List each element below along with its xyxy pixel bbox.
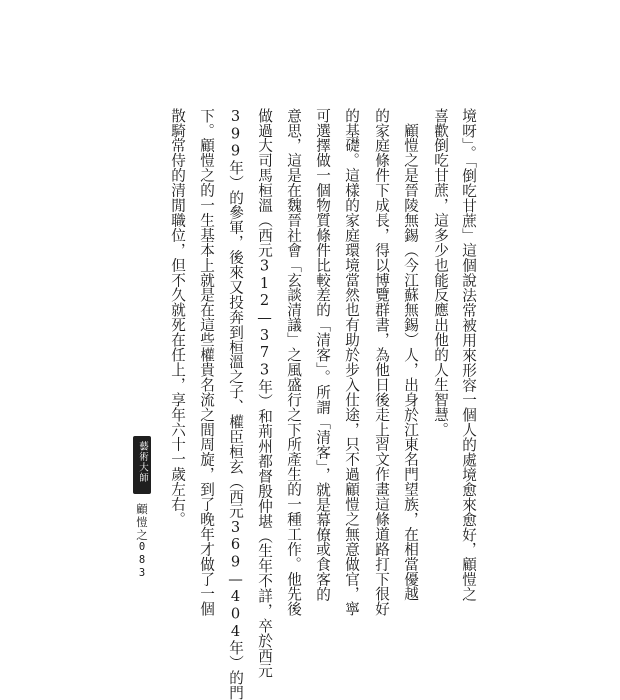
series-badge-label: 藝術大師 [137, 441, 148, 483]
text-column: 喜歡倒吃甘蔗，這多少也能反應出他的人生智慧。 [432, 108, 449, 437]
text-column: 顧愷之是晉陵無錫（今江蘇無錫）人，出身於江東名門望族，在相當優越 [402, 108, 419, 602]
text-column: 境呀」。「倒吃甘蔗」這個說法常被用來形容一個人的處境愈來愈好，顧愷之 [460, 108, 477, 602]
page-number: 083 [136, 541, 148, 580]
series-badge [133, 436, 151, 494]
text-column: 的基礎。這樣的家庭環境當然也有助於步入仕途，只不過顧愷之無意做官，寧 [343, 108, 360, 617]
text-column: 的家庭條件下成長，得以博覽群書，為他日後走上習文作畫這條道路打下很好 [373, 108, 390, 617]
text-column: 意思，這是在魏晉社會「玄談清議」之風盛行之下所產生的一種工作。他先後 [285, 108, 302, 617]
text-column: 散騎常侍的清閒職位，但不久就死在任上，享年六十一歲左右。 [169, 108, 186, 527]
text-column: 做過大司馬桓溫（西元312—373年）和荊州都督殷仲堪（生年不詳，卒於西元 [256, 108, 273, 678]
text-column: 下。顧愷之的一生基本上就是在這些權貴名流之間周旋，到了晚年才做了一個 [198, 108, 215, 617]
text-column: 399年）的參軍，後來又投奔到桓溫之子、權臣桓玄（西元369—404年）的門 [227, 108, 244, 700]
running-title: 顧愷之 [135, 503, 149, 542]
text-column: 可選擇做一個物質條件比較差的「清客」。所謂「清客」，就是幕僚或食客的 [314, 108, 331, 602]
